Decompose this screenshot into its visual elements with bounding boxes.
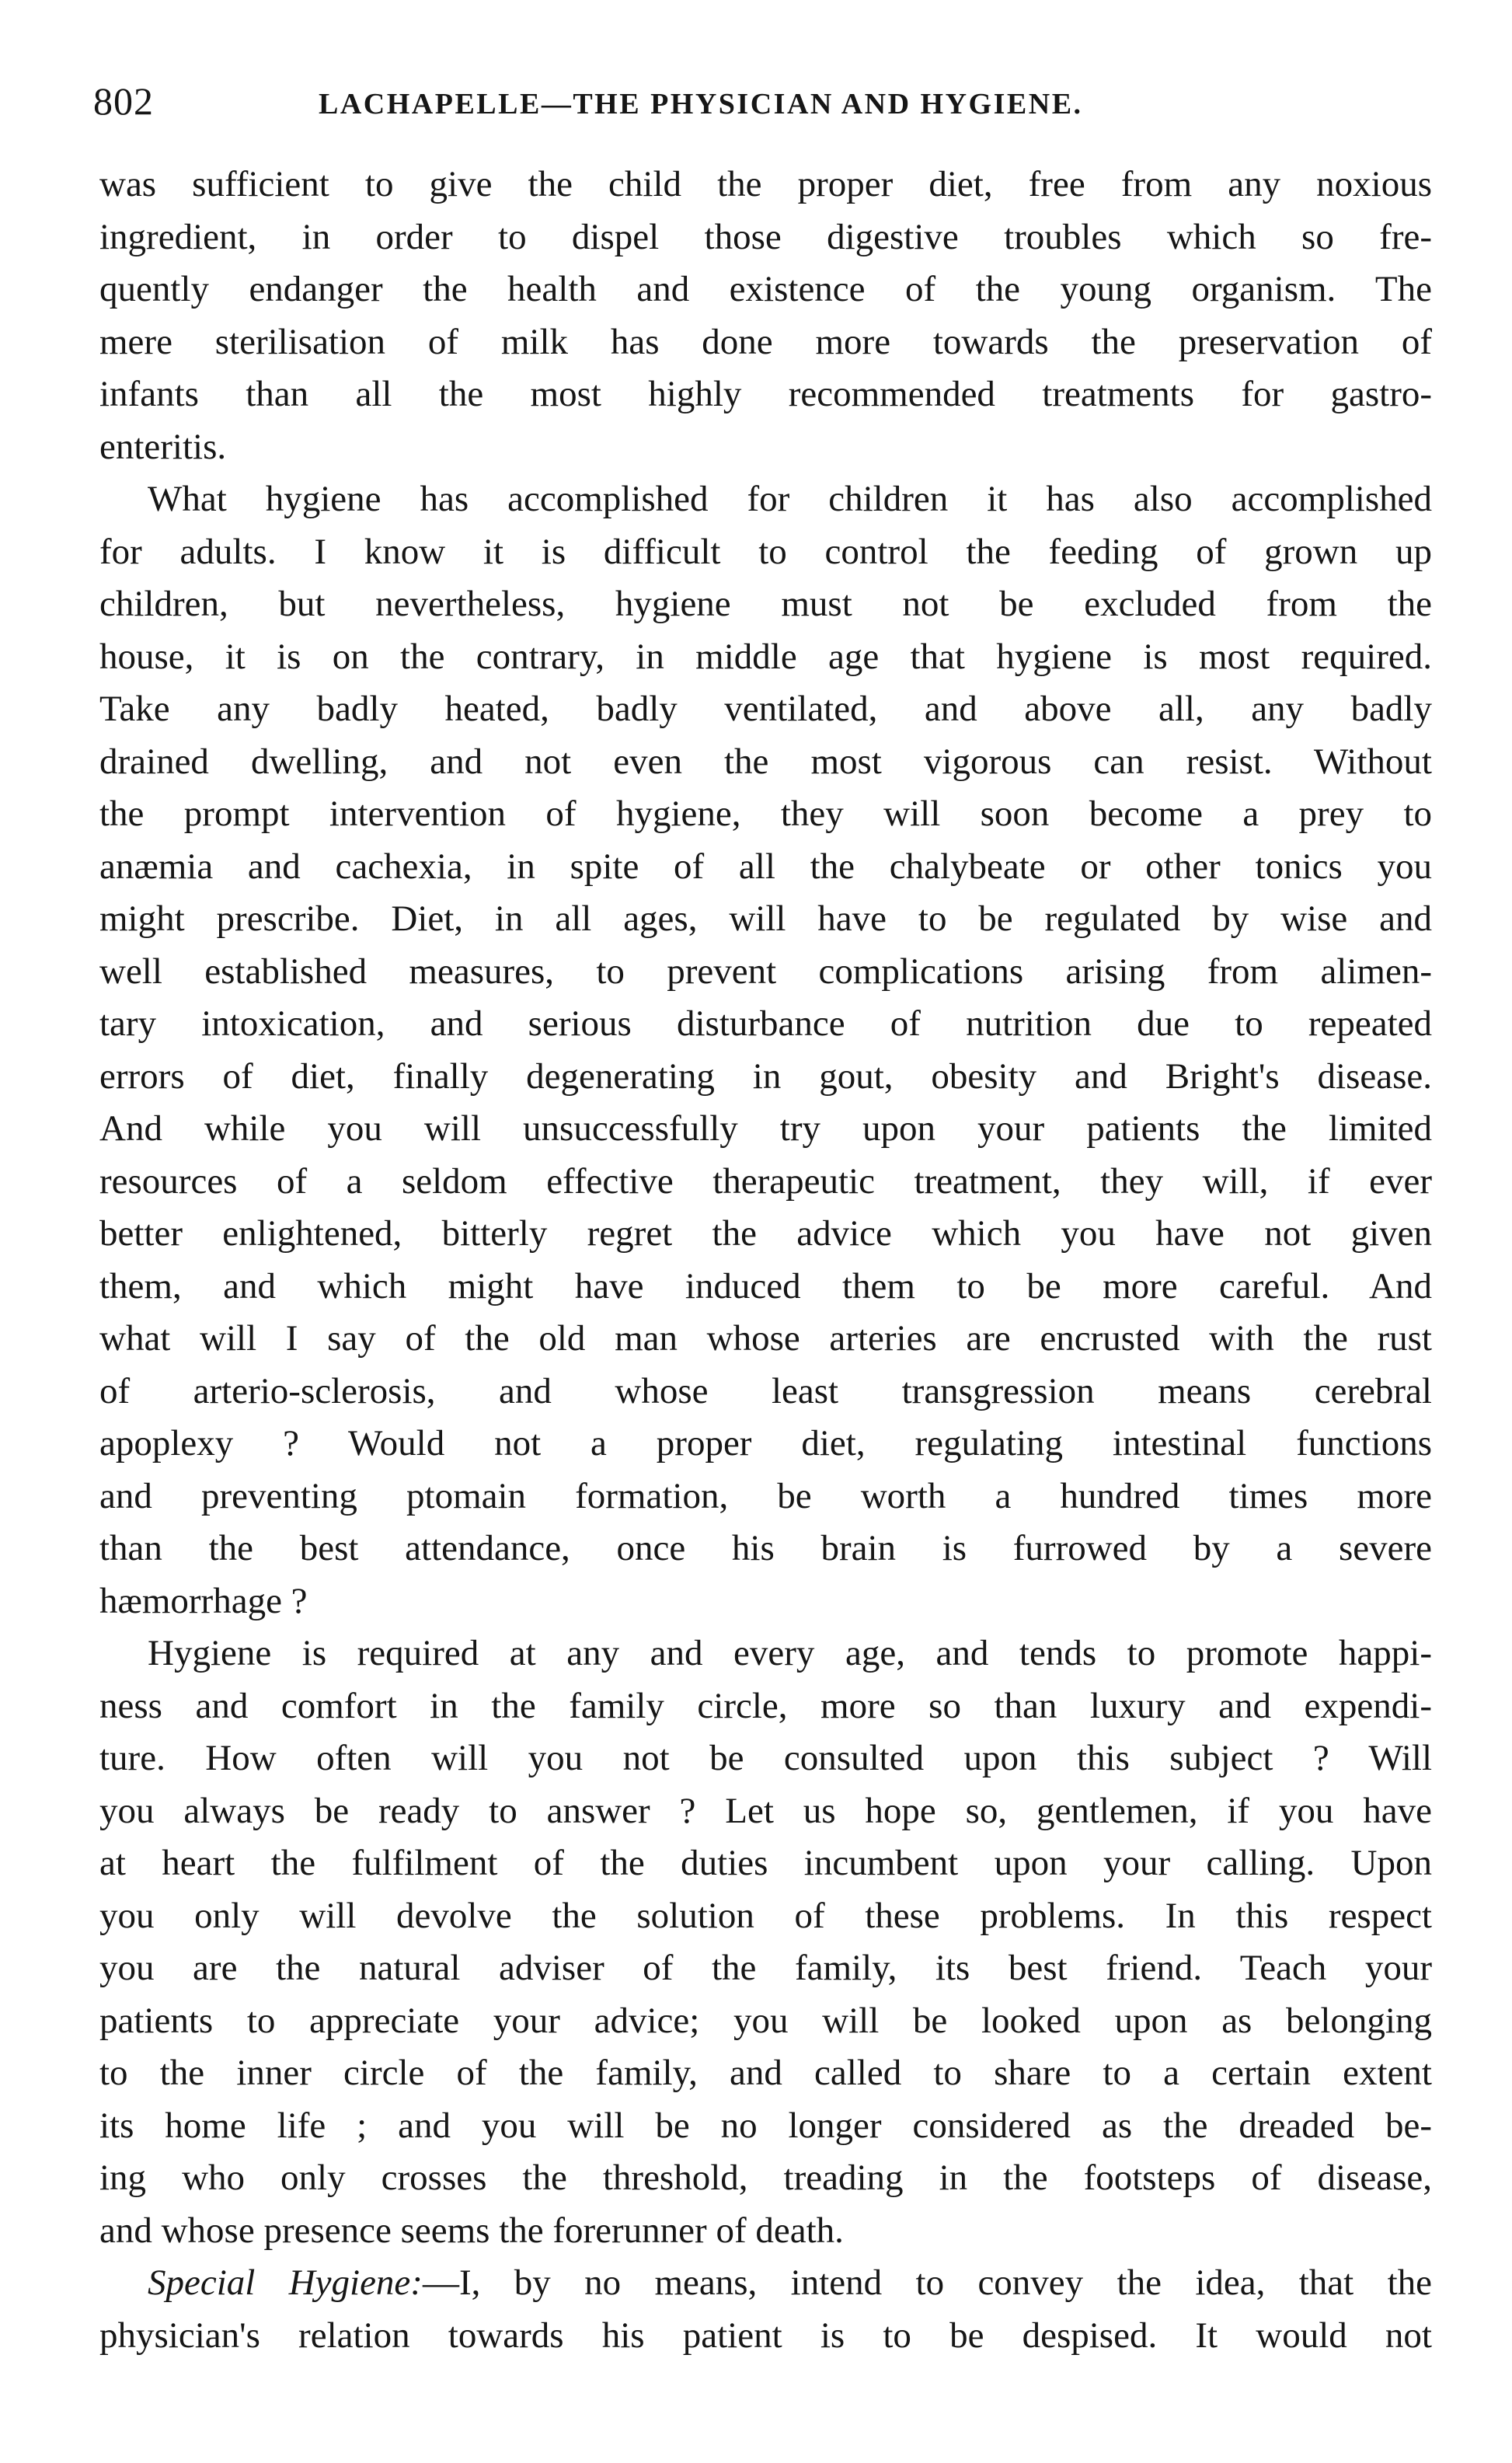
text-line: hæmorrhage ? <box>99 1580 308 1621</box>
page-number: 802 <box>93 79 154 123</box>
text-line-rest: —I, by no means, intend to convey the idea, that the <box>422 2262 1432 2303</box>
text-line: resources of a seldom effective therapeutic treatment, they will, if ever <box>99 1160 1432 1202</box>
text-line: ingredient, in order to dispel those digestive troubles which so fre- <box>99 216 1432 257</box>
text-line: for adults. I know it is difficult to control the feeding of grown up <box>99 531 1432 572</box>
text-line: to the inner circle of the family, and called to share to a certain extent <box>99 2053 1432 2093</box>
text-line: physician's relation towards his patient is to be despised. It would not <box>99 2315 1432 2356</box>
text-line: mere sterilisation of milk has done more towards the preservation of <box>99 321 1432 362</box>
text-line: of arterio-sclerosis, and whose least transgression means cerebral <box>99 1370 1432 1411</box>
text-line: drained dwelling, and not even the most vigorous can resist. Without <box>99 741 1432 782</box>
text-line: what will I say of the old man whose arteries are encrusted with the rust <box>99 1318 1432 1359</box>
text-line: patients to appreciate your advice; you will be looked upon as belonging <box>99 2000 1432 2041</box>
text-line: Take any badly heated, badly ventilated, and above all, any badly <box>99 689 1432 729</box>
text-line: ing who only crosses the threshold, treading in the footsteps of disease, <box>99 2158 1432 2198</box>
text-line: than the best attendance, once his brain is furrowed by a severe <box>99 1528 1432 1568</box>
text-line: apoplexy ? Would not a proper diet, regulating intestinal functions <box>99 1423 1432 1463</box>
text-line: was sufficient to give the child the proper diet, free from any noxious <box>99 164 1432 204</box>
text-line: And while you will unsuccessfully try upon your patients the limited <box>99 1108 1432 1149</box>
text-line: the prompt intervention of hygiene, they will soon become a prey to <box>99 794 1432 834</box>
text-line: Hygiene is required at any and every age, and tends to promote happi- <box>148 1633 1432 1673</box>
text-line: at heart the fulfilment of the duties incumbent upon your calling. Upon <box>99 1843 1432 1883</box>
paragraph-3 <box>99 1627 1432 2257</box>
text-line: infants than all the most highly recommended treatments for gastro- <box>99 374 1432 414</box>
text-line: errors of diet, finally degenerating in gout, obesity and Bright's disease. <box>99 1055 1432 1097</box>
text-line: them, and which might have induced them to be more careful. And <box>99 1265 1432 1307</box>
paragraph-1 <box>99 159 1432 473</box>
text-line <box>99 2257 1432 2310</box>
running-title: LACHAPELLE—THE PHYSICIAN AND HYGIENE. <box>319 88 1083 120</box>
text-line: What hygiene has accomplished for children it has also accomplished <box>148 479 1432 519</box>
text-line: you only will devolve the solution of these problems. In this respect <box>99 1895 1432 1936</box>
text-line: its home life ; and you will be no longer considered as the dreaded be- <box>99 2105 1432 2146</box>
text-line: might prescribe. Diet, in all ages, will have to be regulated by wise and <box>99 898 1432 939</box>
text-line: tary intoxication, and serious disturbance of nutrition due to repeated <box>99 1003 1432 1044</box>
text-line: ture. How often will you not be consulted upon this subject ? Will <box>99 1738 1432 1778</box>
text-line: anæmia and cachexia, in spite of all the chalybeate or other tonics you <box>99 846 1432 887</box>
text-line: enteritis. <box>99 426 227 467</box>
text-line: and preventing ptomain formation, be worth a hundred times more <box>99 1475 1432 1516</box>
text-line: better enlightened, bitterly regret the advice which you have not given <box>99 1213 1432 1254</box>
text-line: children, but nevertheless, hygiene must not be excluded from the <box>99 584 1432 624</box>
text-line: and whose presence seems the forerunner of death. <box>99 2210 844 2251</box>
text-line: house, it is on the contrary, in middle age that hygiene is most required. <box>99 636 1432 677</box>
paragraph-2 <box>99 473 1432 1627</box>
text-line: you are the natural adviser of the family, its best friend. Teach your <box>99 1948 1432 1988</box>
text-line: well established measures, to prevent complications arising from alimen- <box>99 951 1432 992</box>
section-heading-special-hygiene: Special Hygiene: <box>148 2262 423 2303</box>
text-line: ness and comfort in the family circle, more so than luxury and expendi- <box>99 1685 1432 1726</box>
paragraph-4 <box>99 2257 1432 2362</box>
running-header <box>93 78 1430 124</box>
body-text <box>99 159 1432 2362</box>
text-line: quently endanger the health and existence of the young organism. The <box>99 269 1432 309</box>
text-line: you always be ready to answer ? Let us hope so, gentlemen, if you have <box>99 1790 1432 1831</box>
document-page <box>93 78 1432 2356</box>
